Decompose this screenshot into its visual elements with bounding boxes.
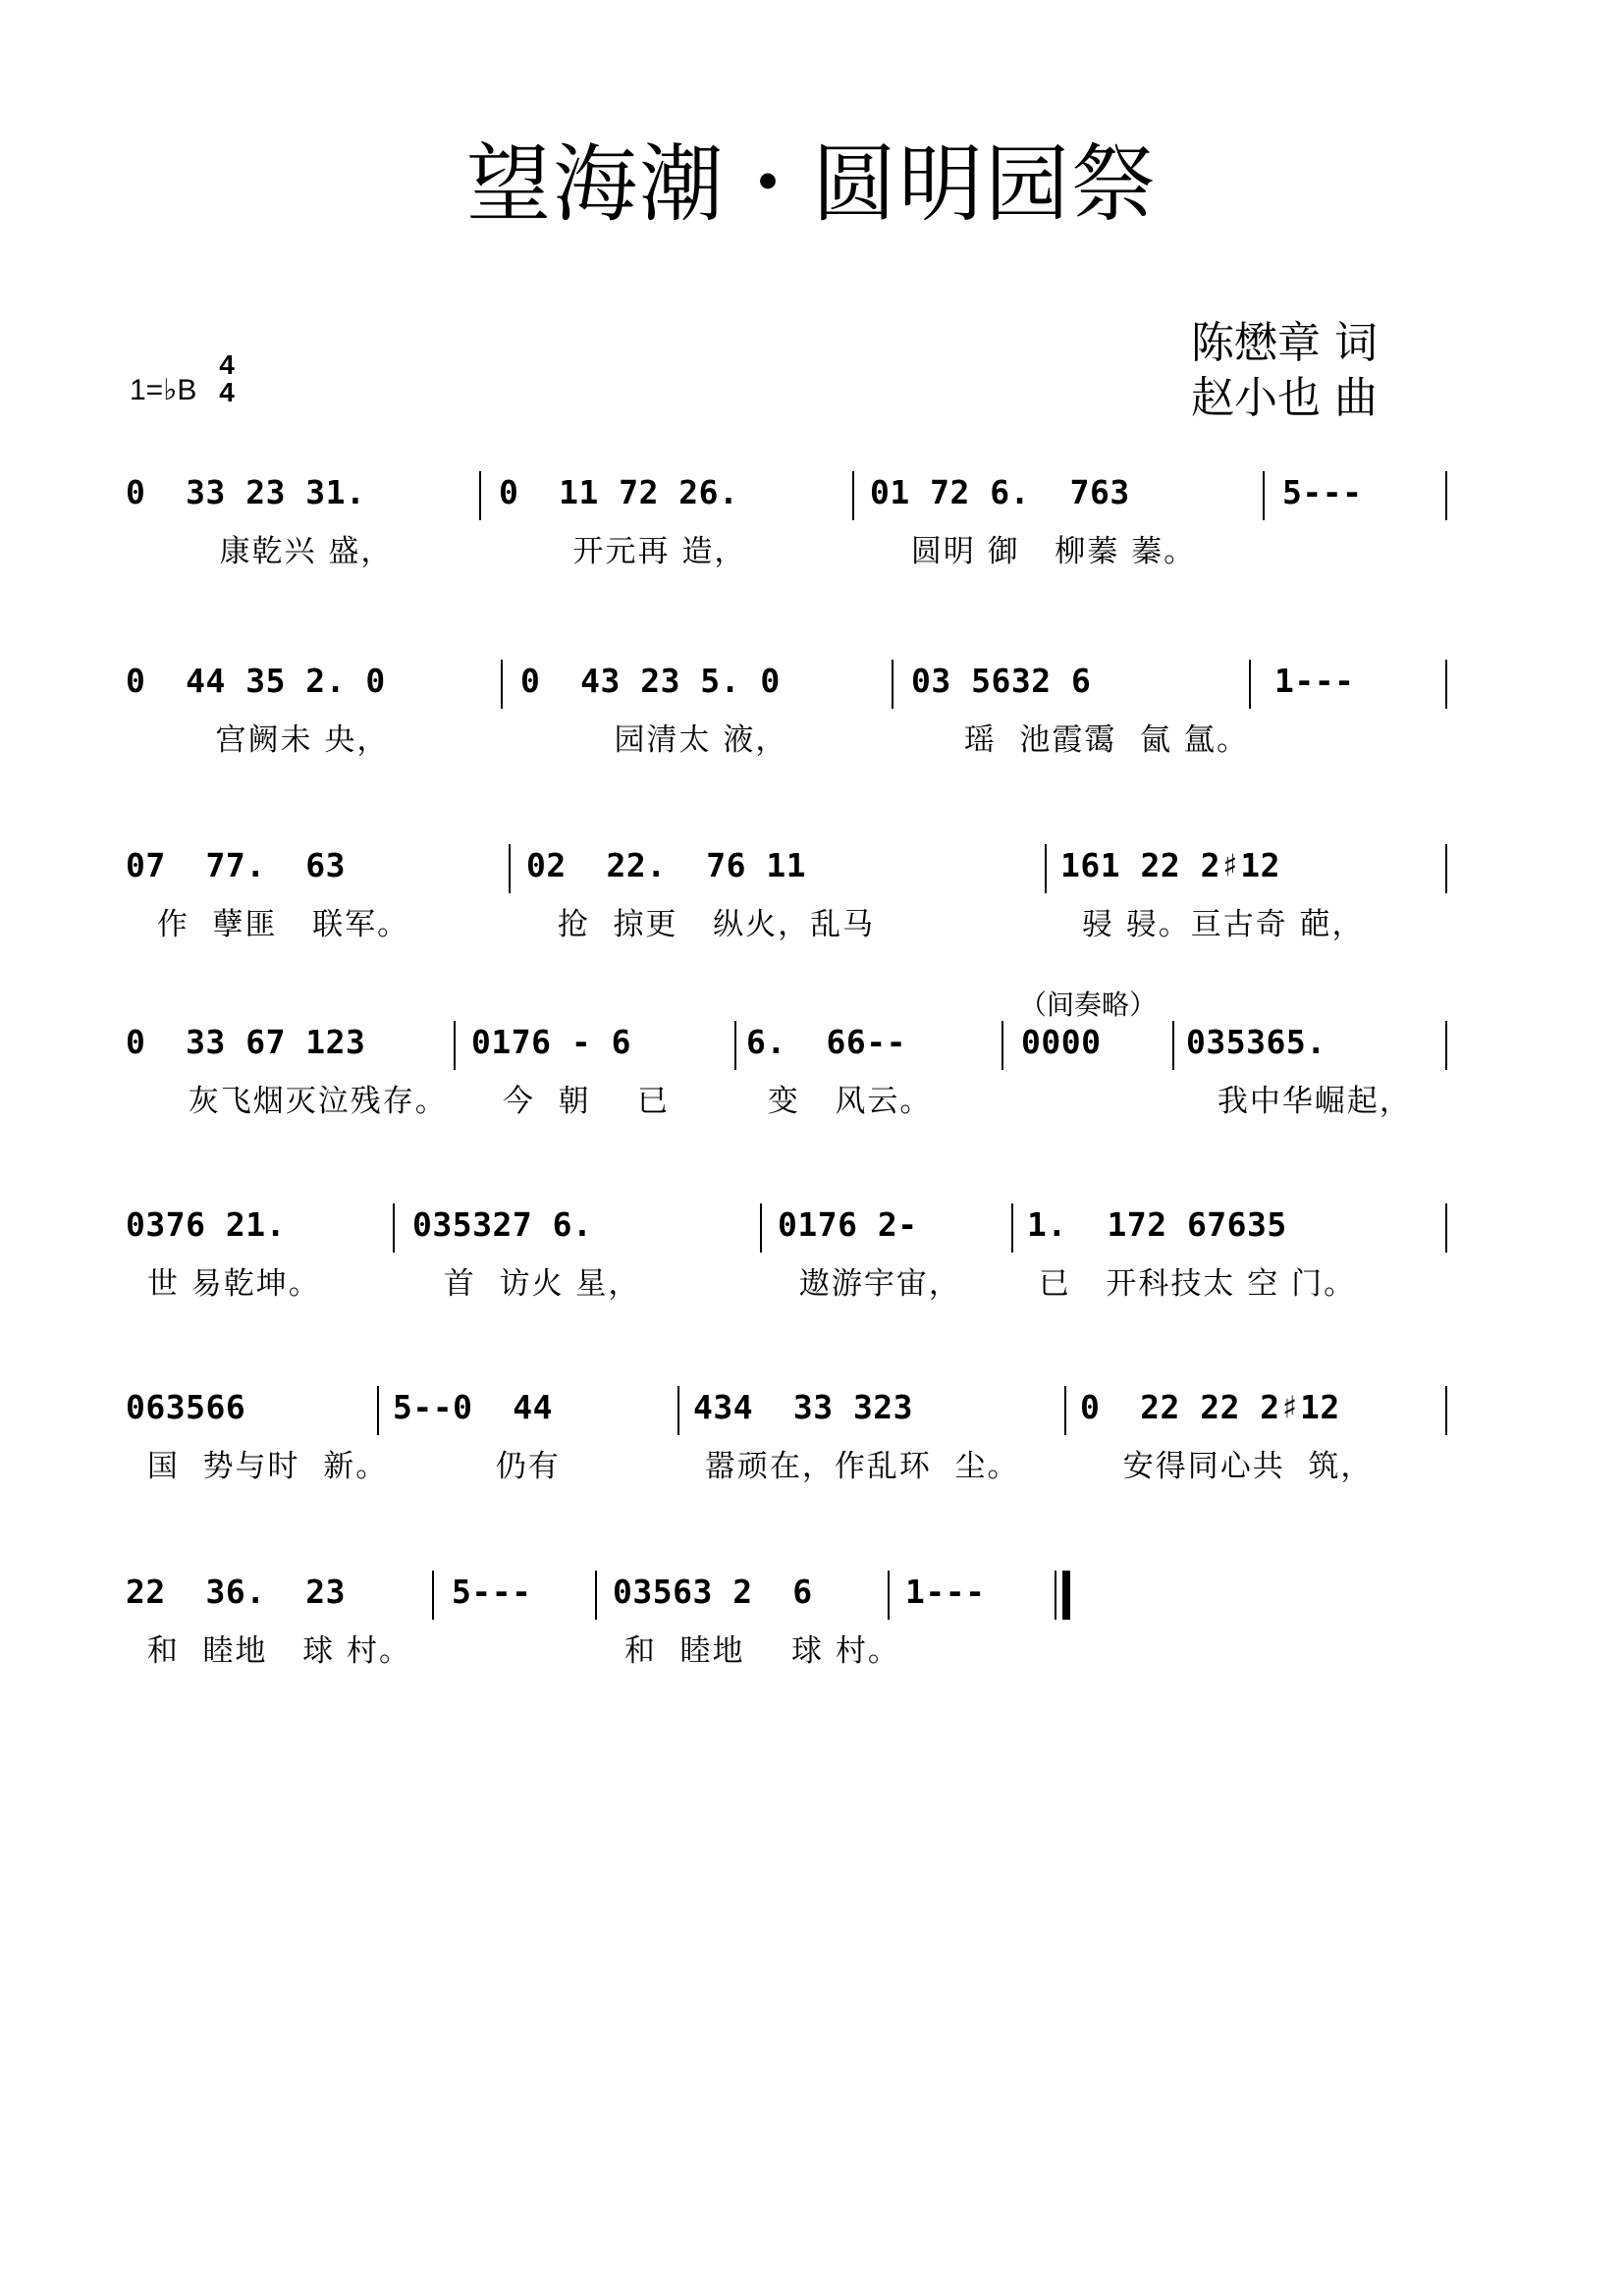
measure-lyrics: 首 访火 星， [432,1266,641,1302]
measure-notes: 035327 6. [412,1205,593,1244]
measure [746,1021,1001,1148]
barline [1445,660,1447,709]
measure [126,1571,420,1698]
measure [778,1203,1033,1331]
measure [1274,660,1432,787]
barline [501,660,503,709]
measure-notes: 0376 21. [126,1205,286,1244]
credits [1191,316,1378,426]
measure-notes: 063566 [126,1388,246,1426]
measure-lyrics: 和 睦地 球 村。 [135,1633,411,1669]
measure-lyrics: 遨游宇宙， [787,1266,961,1302]
measure-notes: 5--0 44 [393,1388,553,1426]
barline [1045,844,1047,893]
score-system-7 [126,1571,1451,1698]
measure-notes: 0 22 22 2♯12 [1080,1388,1340,1426]
measure-notes: 03563 2 6 [613,1573,813,1611]
measure-lyrics: 圆明 御 柳蓁 蓁。 [899,534,1197,569]
measure-notes: 0176 - 6 [471,1023,631,1061]
measure [412,1203,736,1331]
measure-notes: 6. 66-- [746,1023,906,1061]
lyricist-credit: 陈懋章 词 [1191,318,1378,368]
measure-lyrics: 已 开科技太 空 门。 [1027,1266,1357,1302]
measure [1021,1021,1168,1148]
measure-notes: 0 33 23 31. [126,473,366,511]
measure [126,1386,389,1514]
measure [393,1386,677,1514]
measure-lyrics: 嚣顽在，作乱环 尘。 [693,1449,1020,1484]
measure-notes: 1. 172 67635 [1027,1205,1287,1244]
measure-notes: 07 77. 63 [126,846,347,884]
measure [126,844,499,972]
score-system-1 [126,471,1451,599]
measure-lyrics: 世 易乾坤。 [135,1266,321,1302]
measure-notes: 03 5632 6 [911,662,1092,700]
measure-notes: 1--- [905,1573,986,1611]
barline [1064,1386,1066,1435]
measure-lyrics: 瑶 池霞霭 氤 氲。 [941,722,1249,758]
score-system-4 [126,988,1451,1148]
measure-notes: 5--- [1282,473,1363,511]
measure [613,1571,900,1698]
measure-lyrics: 抢 掠更 纵火，乱马 [546,907,876,942]
measure-lyrics: 今 朝 已 [491,1084,670,1119]
barline [1011,1203,1013,1253]
measure [905,1571,1053,1698]
barline [1445,1203,1447,1253]
key-label: 1=♭B [130,374,197,406]
measure [126,471,469,599]
barline [377,1386,379,1435]
measure [499,471,833,599]
measure [1027,1203,1439,1331]
measure-lyrics: 和 睦地 球 村。 [613,1633,900,1669]
measure-notes: 5--- [452,1573,532,1611]
barline [1445,844,1447,893]
barline [1172,1021,1174,1070]
barline [1445,1021,1447,1070]
measure-lyrics: 开元再 造， [538,534,747,569]
final-barline-thin [1055,1571,1056,1620]
meter-bottom: 4 [219,377,235,407]
barline [1445,1386,1447,1435]
measure [1186,1021,1451,1148]
measure-notes: 01 72 6. 763 [870,473,1130,511]
barline [677,1386,679,1435]
barline [393,1203,395,1253]
measure-notes: 434 33 323 [693,1388,914,1426]
measure-notes: 161 22 2♯12 [1060,846,1281,884]
score-system-6 [126,1386,1451,1514]
barline [479,471,481,520]
measure-notes: 02 22. 76 11 [526,846,807,884]
barline [888,1571,890,1620]
measure [126,1203,381,1331]
measure [452,1571,599,1698]
measure [471,1021,736,1148]
barline [1249,660,1251,709]
barline [1001,1021,1003,1070]
meter-top: 4 [219,349,235,380]
score-system-3 [126,844,1451,972]
measure-lyrics: 安得同心共 筑， [1100,1449,1374,1484]
barline [734,1021,736,1070]
score-system-2 [126,660,1451,787]
measure [126,660,489,787]
score-system-5 [126,1203,1451,1331]
measure-notes: 0176 2- [778,1205,918,1244]
barline [892,660,893,709]
barline [1263,471,1265,520]
final-barline-thick [1062,1571,1070,1620]
barline [1445,471,1447,520]
measure-notes: 035365. [1186,1023,1326,1061]
interlude-note: （间奏略） [1019,988,1158,1021]
measure [1060,844,1434,972]
measure-notes: 0 44 35 2. 0 [126,662,386,700]
measure-lyrics: 园清太 液， [579,722,788,758]
measure-lyrics: 康乾兴 盛， [185,534,394,569]
time-signature [214,351,240,406]
measure-lyrics: 国 势与时 新。 [135,1449,389,1484]
measure-lyrics: 宫阙未 央， [181,722,390,758]
barline [454,1021,456,1070]
measure [520,660,884,787]
song-title: 望海潮・圆明园祭 [466,135,1158,234]
measure-notes: 0000 [1021,1023,1102,1061]
composer-credit: 赵小也 曲 [1191,373,1378,423]
measure [693,1386,1066,1514]
barline [509,844,511,893]
measure-lyrics: 变 风云。 [756,1084,933,1119]
barline [432,1571,434,1620]
measure [870,471,1263,599]
measure [911,660,1265,787]
measure-lyrics: 仍有 [403,1449,561,1484]
measure-lyrics: 骎 骎。亘古奇 葩， [1070,907,1365,942]
barline [595,1571,597,1620]
measure-notes: 0 43 23 5. 0 [520,662,781,700]
barline [760,1203,762,1253]
measure [126,1021,450,1148]
measure-notes: 22 36. 23 [126,1573,347,1611]
measure-lyrics: 我中华崛起， [1206,1084,1412,1119]
measure-notes: 1--- [1274,662,1355,700]
measure-lyrics: 灰飞烟灭泣残存。 [165,1084,448,1119]
barline [852,471,854,520]
measure-notes: 0 33 67 123 [126,1023,366,1061]
measure [1282,471,1430,599]
measure-lyrics: 作 孽匪 联军。 [145,907,410,942]
measure [526,844,939,972]
measure-notes: 0 11 72 26. [499,473,739,511]
measure [1080,1386,1443,1514]
